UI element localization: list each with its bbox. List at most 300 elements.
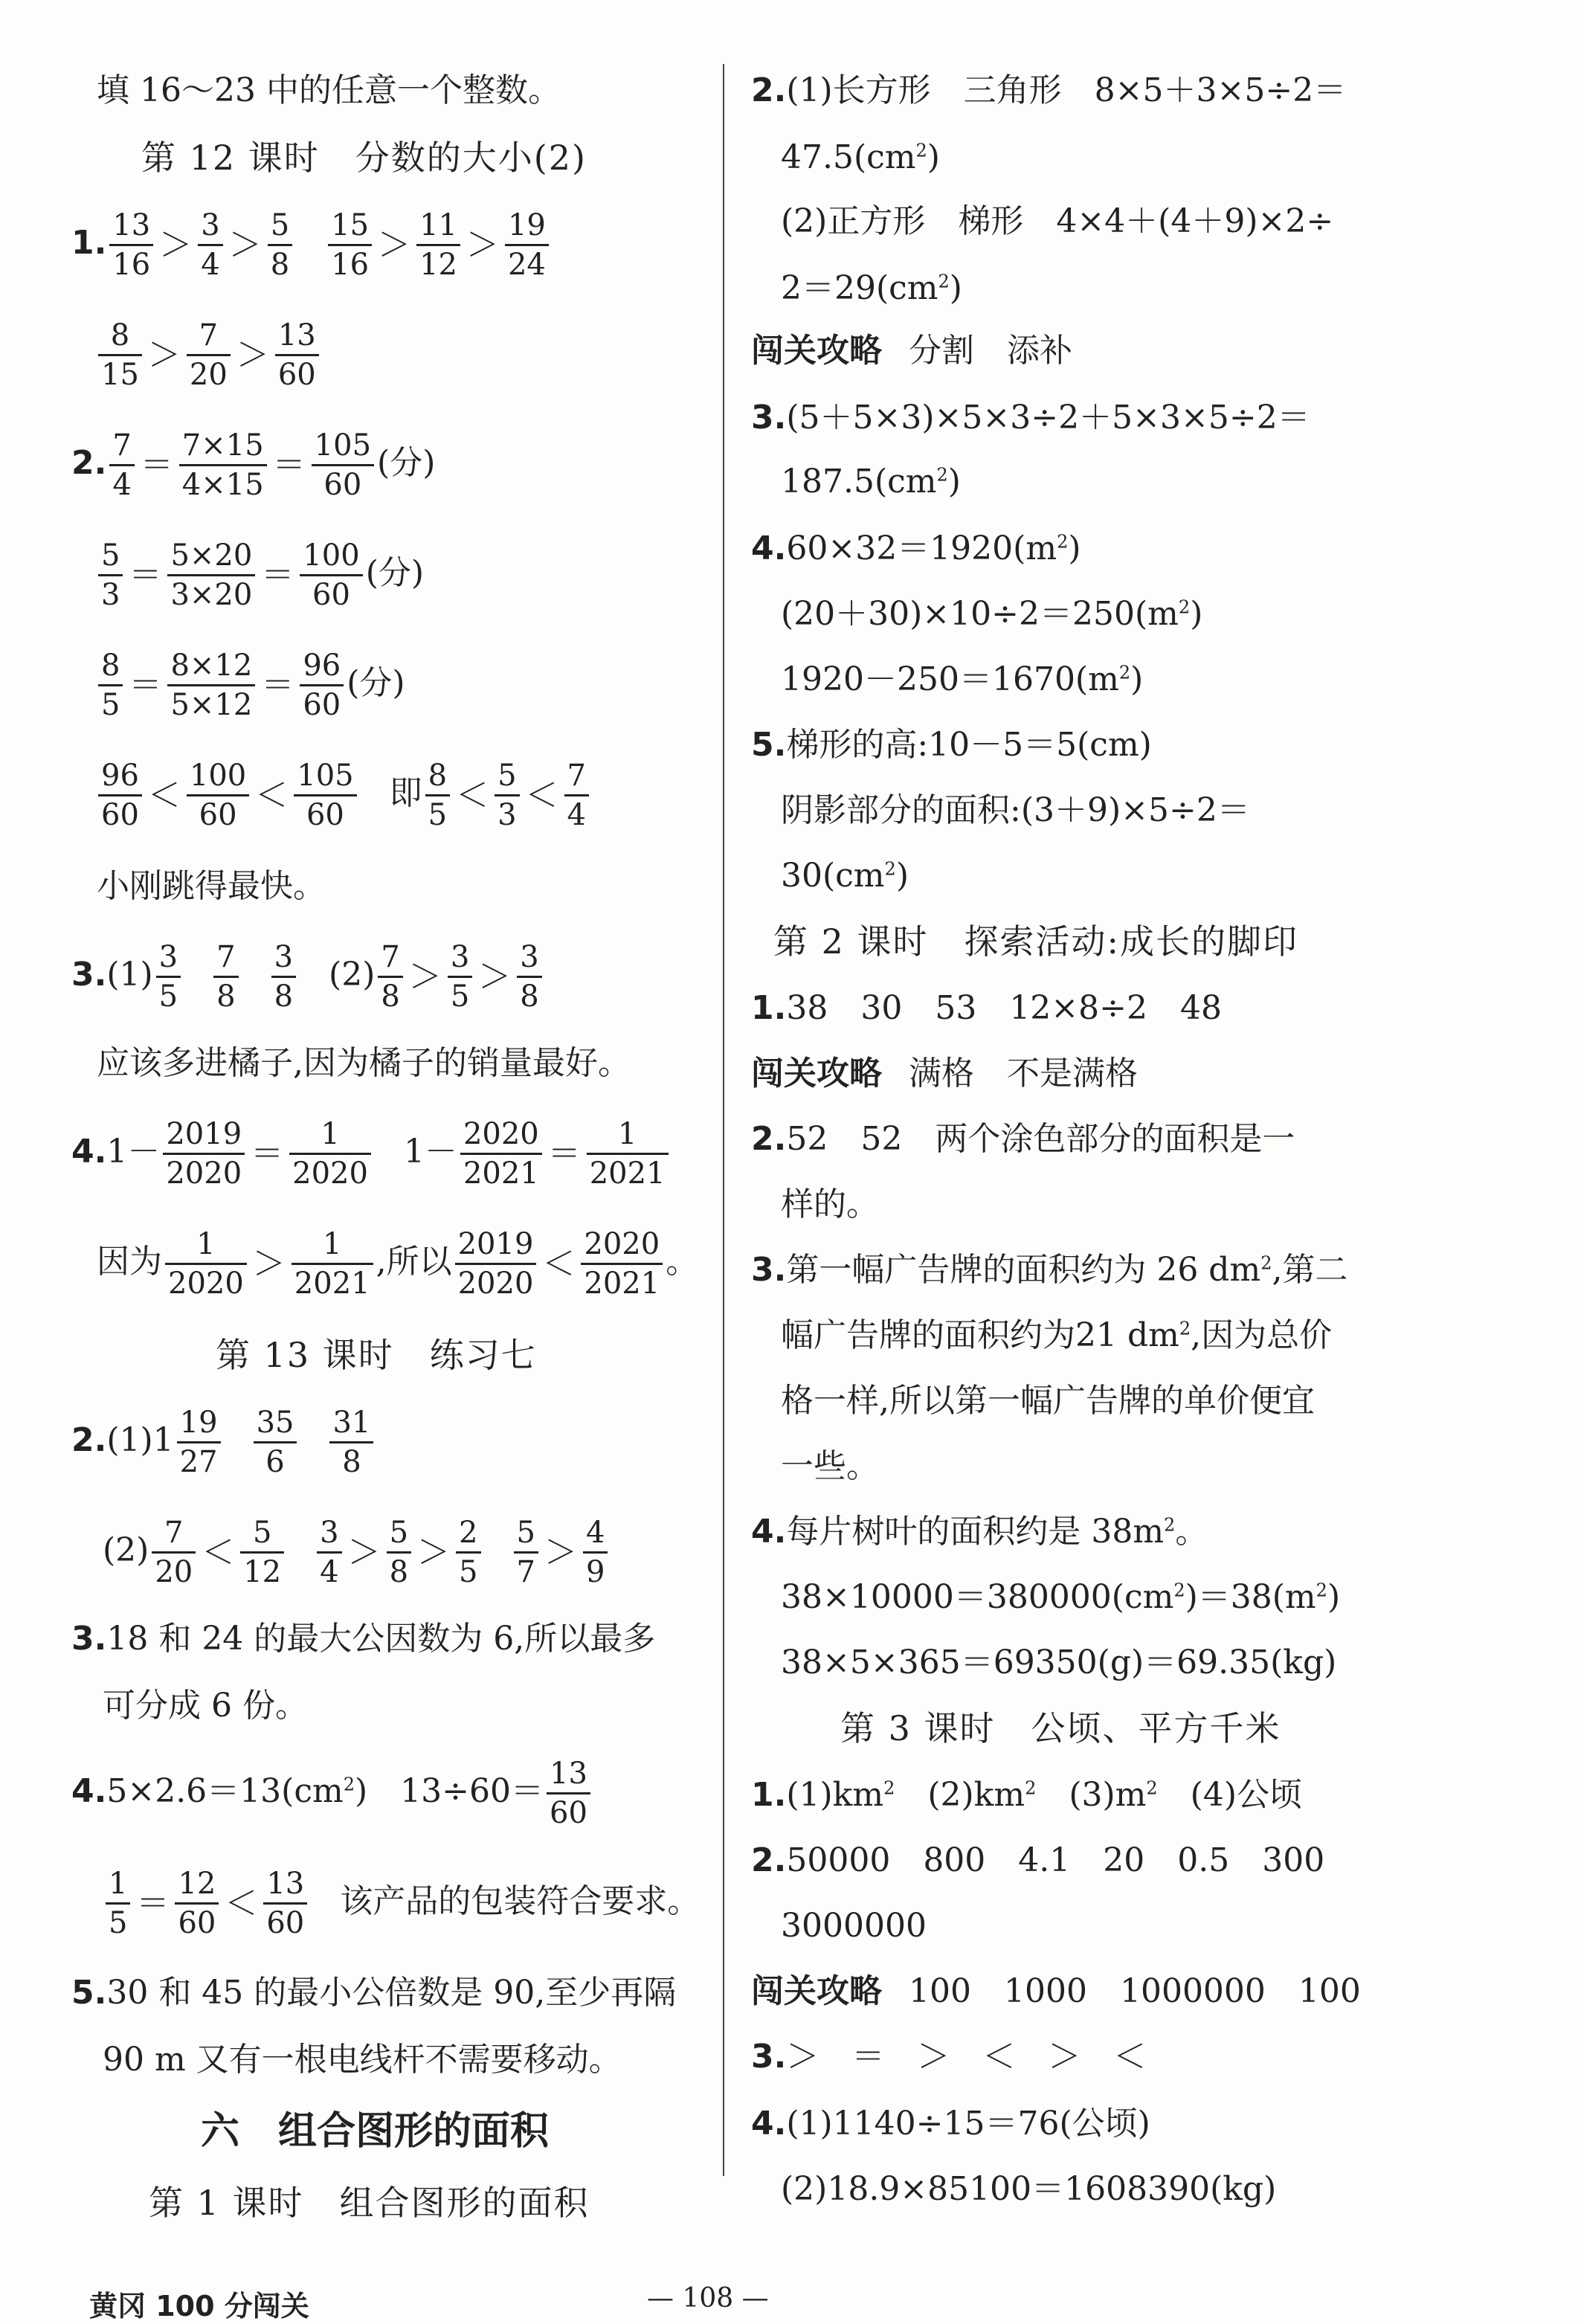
text: ,所以 bbox=[376, 1243, 452, 1281]
denominator: 8 bbox=[216, 979, 236, 1014]
numerator: 3 bbox=[198, 207, 222, 246]
answer-13-2 bbox=[71, 1404, 376, 1481]
numerator: 1 bbox=[165, 1226, 247, 1265]
symbol: ＞ bbox=[228, 225, 262, 264]
text: ) bbox=[895, 857, 909, 895]
numerator: 3 bbox=[517, 939, 541, 978]
fraction bbox=[109, 427, 134, 503]
numerator: 1 bbox=[587, 1116, 669, 1155]
answer-r5 bbox=[751, 726, 1152, 765]
fraction bbox=[378, 939, 402, 1015]
fraction bbox=[109, 207, 153, 283]
symbol: ＞ bbox=[378, 225, 411, 264]
numerator: 2020 bbox=[460, 1116, 542, 1155]
denominator: 60 bbox=[312, 578, 350, 612]
answer-s3-1 bbox=[751, 1776, 1302, 1815]
item-number: 3. bbox=[751, 1251, 787, 1289]
denominator: 8 bbox=[270, 248, 290, 282]
fraction bbox=[175, 1865, 219, 1942]
chapter-heading: 六 组合图形的面积 bbox=[201, 2109, 550, 2154]
fraction bbox=[179, 427, 267, 503]
text: (20＋30)×10÷2＝250(m bbox=[781, 595, 1179, 633]
text-line bbox=[781, 1316, 1332, 1355]
denominator: 15 bbox=[101, 358, 139, 392]
superscript: 2 bbox=[1173, 1580, 1185, 1601]
symbol: ＞ bbox=[544, 1533, 577, 1571]
denominator: 60 bbox=[199, 798, 237, 832]
answer-s3-4 bbox=[751, 2105, 1150, 2143]
fraction bbox=[187, 757, 249, 834]
denominator: 60 bbox=[101, 798, 139, 832]
answer-13-4 bbox=[71, 1755, 593, 1832]
text: 满格 不是满格 bbox=[909, 1055, 1138, 1092]
strategy-line bbox=[751, 1055, 1138, 1093]
fraction bbox=[268, 207, 292, 283]
denominator: 6 bbox=[265, 1445, 285, 1479]
text: 第一幅广告牌的面积约为 26 dm bbox=[786, 1251, 1261, 1289]
text: )＝38(m bbox=[1185, 1578, 1316, 1616]
numerator: 13 bbox=[109, 207, 153, 246]
item-number: 4. bbox=[71, 1133, 107, 1171]
strategy-label: 闯关攻略 bbox=[751, 332, 882, 370]
numerator: 8 bbox=[98, 317, 142, 356]
fraction bbox=[505, 207, 549, 283]
symbol: ＜ bbox=[456, 776, 489, 814]
numerator: 11 bbox=[416, 207, 460, 246]
text: ,第二 bbox=[1272, 1251, 1348, 1289]
item-number: 2. bbox=[71, 1421, 107, 1459]
text: ) bbox=[927, 138, 940, 176]
sub-number: (1) bbox=[106, 956, 153, 994]
fraction bbox=[425, 757, 450, 834]
denominator: 20 bbox=[189, 358, 228, 392]
page-number: — 108 — bbox=[647, 2283, 769, 2314]
numerator: 5 bbox=[98, 537, 123, 576]
numerator: 13 bbox=[263, 1865, 307, 1905]
denominator: 5 bbox=[428, 798, 448, 832]
symbol: ＜ bbox=[147, 776, 181, 814]
text-line: (2)正方形 梯形 4×4＋(4＋9)×2÷ bbox=[781, 202, 1334, 240]
text-line: 阴影部分的面积:(3＋9)×5÷2＝ bbox=[781, 791, 1250, 829]
answer-4 bbox=[71, 1116, 672, 1192]
item-number: 4. bbox=[751, 2105, 787, 2143]
denominator: 12 bbox=[243, 1555, 282, 1589]
item-number: 3. bbox=[751, 2038, 787, 2076]
numerator: 5 bbox=[268, 207, 292, 246]
text: ) bbox=[1327, 1578, 1341, 1616]
answer-r4 bbox=[751, 530, 1081, 568]
denominator: 16 bbox=[112, 248, 151, 282]
numerator: 7 bbox=[152, 1514, 196, 1554]
numerator: 7 bbox=[564, 757, 589, 796]
numerator: 105 bbox=[312, 427, 374, 466]
superscript: 2 bbox=[1057, 531, 1069, 553]
fraction bbox=[460, 1116, 542, 1192]
numerator: 8 bbox=[98, 647, 123, 686]
text-line bbox=[781, 269, 962, 308]
text: (1)长方形 三角形 8×5＋3×5÷2＝ bbox=[786, 71, 1347, 109]
answer-r3 bbox=[751, 399, 1310, 437]
numerator: 3 bbox=[156, 939, 181, 978]
denominator: 7 bbox=[516, 1555, 535, 1589]
numerator: 1 bbox=[289, 1116, 371, 1155]
fraction bbox=[98, 647, 123, 724]
fraction bbox=[294, 757, 356, 834]
fraction bbox=[163, 1116, 245, 1192]
denominator: 60 bbox=[266, 1906, 305, 1940]
expr: 5×2.6＝13(cm bbox=[106, 1772, 344, 1810]
item-number: 3. bbox=[71, 956, 107, 994]
denominator: 4 bbox=[112, 468, 132, 502]
numerator: 3 bbox=[271, 939, 296, 978]
superscript: 2 bbox=[1315, 1580, 1327, 1601]
symbol: ＝ bbox=[547, 1134, 581, 1173]
numerator: 8 bbox=[425, 757, 450, 796]
numerator: 5 bbox=[514, 1514, 538, 1554]
strategy-line bbox=[751, 1972, 1361, 2011]
denominator: 3×20 bbox=[170, 578, 253, 612]
answer-13-2-cont bbox=[103, 1514, 611, 1591]
sub-number: (2) bbox=[329, 956, 376, 994]
denominator: 5 bbox=[109, 1906, 128, 1940]
section-heading: 第 1 课时 组合图形的面积 bbox=[149, 2183, 590, 2223]
symbol: ＜ bbox=[225, 1884, 258, 1922]
text-line bbox=[781, 1578, 1340, 1617]
fraction bbox=[156, 939, 181, 1015]
section-heading: 第 3 课时 公顷、平方千米 bbox=[840, 1708, 1281, 1748]
denominator: 27 bbox=[179, 1445, 218, 1479]
fraction bbox=[300, 647, 344, 724]
fraction bbox=[581, 1226, 663, 1302]
item-number: 3. bbox=[751, 399, 787, 437]
item-number: 1. bbox=[71, 224, 107, 262]
text: 100 1000 1000000 100 bbox=[909, 1972, 1361, 2010]
fraction bbox=[98, 537, 123, 614]
fraction bbox=[456, 1514, 480, 1591]
denominator: 2021 bbox=[463, 1156, 539, 1191]
item-number: 2. bbox=[751, 1120, 787, 1158]
superscript: 2 bbox=[884, 858, 896, 880]
text: ) bbox=[1130, 660, 1144, 698]
item-number: 4. bbox=[751, 1513, 787, 1551]
text: 52 52 两个涂色部分的面积是一 bbox=[786, 1120, 1295, 1158]
text: 分割 添补 bbox=[909, 332, 1072, 370]
symbol: ＞ bbox=[478, 957, 512, 996]
text: 即 bbox=[389, 774, 422, 812]
denominator: 8 bbox=[520, 979, 539, 1014]
superscript: 2 bbox=[915, 140, 927, 161]
text: (1)1140÷15＝76(公顷) bbox=[786, 2105, 1150, 2143]
answer-s3-2 bbox=[751, 1841, 1324, 1880]
fraction bbox=[177, 1404, 221, 1481]
denominator: 4 bbox=[320, 1555, 339, 1589]
text-line: 格一样,所以第一幅广告牌的单价便宜 bbox=[781, 1382, 1315, 1420]
denominator: 8 bbox=[342, 1445, 361, 1479]
expr: 1－ bbox=[106, 1133, 161, 1171]
text-line bbox=[781, 463, 961, 501]
text: (1)km bbox=[786, 1776, 884, 1814]
fraction bbox=[455, 1226, 537, 1302]
symbol: ＝ bbox=[261, 666, 294, 704]
fraction bbox=[98, 317, 142, 393]
numerator: 12 bbox=[175, 1865, 219, 1905]
denominator: 60 bbox=[303, 688, 341, 722]
text: 60×32＝1920(m bbox=[786, 530, 1057, 567]
numerator: 5×20 bbox=[167, 537, 255, 576]
symbol: ＜ bbox=[255, 776, 289, 814]
text: ) bbox=[1068, 530, 1081, 567]
section-heading: 第 12 课时 分数的大小(2) bbox=[141, 138, 587, 178]
text-line: 3000000 bbox=[781, 1907, 927, 1945]
text-line bbox=[781, 138, 940, 177]
text: 38×10000＝380000(cm bbox=[781, 1578, 1174, 1616]
answer-2-line4 bbox=[95, 757, 592, 834]
denominator: 20 bbox=[155, 1555, 193, 1589]
numerator: 7 bbox=[378, 939, 402, 978]
section-heading: 第 2 课时 探索活动:成长的脚印 bbox=[773, 921, 1299, 962]
fraction bbox=[517, 939, 541, 1015]
section-heading: 第 13 课时 练习七 bbox=[216, 1335, 537, 1375]
numerator: 15 bbox=[328, 207, 372, 246]
fraction bbox=[167, 647, 255, 724]
expr: 1－ bbox=[403, 1133, 457, 1171]
symbol: ＝ bbox=[129, 556, 162, 594]
sub-number: (2) bbox=[103, 1531, 149, 1569]
expr: (1)1 bbox=[106, 1421, 174, 1459]
denominator: 2020 bbox=[292, 1156, 368, 1191]
denominator: 5 bbox=[450, 979, 470, 1014]
fraction bbox=[213, 939, 238, 1015]
item-number: 4. bbox=[71, 1772, 107, 1810]
numerator: 5 bbox=[495, 757, 519, 796]
fraction bbox=[292, 1226, 373, 1302]
symbol: ＝ bbox=[272, 445, 306, 484]
answer-4-cont bbox=[97, 1226, 698, 1302]
superscript: 2 bbox=[1260, 1252, 1272, 1274]
denominator: 2020 bbox=[457, 1266, 534, 1301]
text: 。 bbox=[666, 1243, 699, 1281]
item-number: 2. bbox=[751, 1841, 787, 1879]
answer-1-cont bbox=[95, 317, 322, 393]
symbol: ＞ bbox=[347, 1533, 381, 1571]
symbol: ＜ bbox=[202, 1533, 235, 1571]
fraction bbox=[329, 1404, 373, 1481]
fraction bbox=[387, 1514, 411, 1591]
denominator: 5 bbox=[459, 1555, 478, 1589]
superscript: 2 bbox=[1179, 1318, 1191, 1339]
text: ,因为总价 bbox=[1191, 1316, 1333, 1354]
strategy-label: 闯关攻略 bbox=[751, 1055, 882, 1092]
answer-s3-3 bbox=[751, 2038, 1146, 2076]
denominator: 60 bbox=[277, 358, 316, 392]
denominator: 24 bbox=[507, 248, 546, 282]
text-line: 填 16～23 中的任意一个整数。 bbox=[97, 71, 561, 109]
text: ) bbox=[949, 269, 962, 307]
numerator: 2020 bbox=[581, 1226, 663, 1265]
fraction bbox=[448, 939, 472, 1015]
answer-2-line3 bbox=[95, 647, 405, 724]
fraction bbox=[564, 757, 589, 834]
text-line: (2)18.9×85100＝1608390(kg) bbox=[781, 2170, 1277, 2208]
text-line: 一些。 bbox=[781, 1447, 879, 1485]
numerator: 13 bbox=[547, 1755, 590, 1794]
numerator: 5 bbox=[387, 1514, 411, 1554]
numerator: 96 bbox=[98, 757, 142, 796]
symbol: ＞ bbox=[147, 335, 181, 374]
text: ) bbox=[1190, 595, 1203, 633]
fraction bbox=[98, 757, 142, 834]
symbol: ＜ bbox=[542, 1244, 576, 1283]
numerator: 2019 bbox=[455, 1226, 537, 1265]
strategy-line bbox=[751, 332, 1072, 370]
denominator: 8 bbox=[381, 979, 400, 1014]
fraction bbox=[254, 1404, 297, 1481]
fraction bbox=[165, 1226, 247, 1302]
denominator: 60 bbox=[323, 468, 362, 502]
symbol: ＝ bbox=[251, 1134, 284, 1173]
fraction bbox=[275, 317, 319, 393]
answer-13-3 bbox=[71, 1620, 655, 1658]
denominator: 8 bbox=[389, 1555, 409, 1589]
superscript: 2 bbox=[1025, 1777, 1037, 1799]
denominator: 60 bbox=[178, 1906, 216, 1940]
answer-2 bbox=[71, 427, 435, 503]
symbol: ＞ bbox=[236, 335, 269, 374]
fraction bbox=[328, 207, 372, 283]
numerator: 105 bbox=[294, 757, 356, 796]
denominator: 5 bbox=[101, 688, 120, 722]
denominator: 2020 bbox=[166, 1156, 242, 1191]
symbol: ＝ bbox=[261, 556, 294, 594]
numerator: 19 bbox=[177, 1404, 221, 1443]
item-number: 2. bbox=[751, 71, 787, 109]
text-line: 90 m 又有一根电线杆不需要移动。 bbox=[103, 2041, 622, 2079]
text: 1920－250＝1670(m bbox=[781, 660, 1119, 698]
numerator: 7 bbox=[187, 317, 231, 356]
numerator: 3 bbox=[317, 1514, 341, 1554]
fraction bbox=[271, 939, 296, 1015]
numerator: 13 bbox=[275, 317, 319, 356]
item-number: 5. bbox=[71, 1974, 107, 2012]
denominator: 4 bbox=[201, 248, 220, 282]
item-number: 5. bbox=[751, 726, 787, 764]
fraction bbox=[187, 317, 231, 393]
numerator: 7 bbox=[109, 427, 134, 466]
answer-s2-2 bbox=[751, 1120, 1295, 1159]
fraction bbox=[198, 207, 222, 283]
text-line: 应该多进橘子,因为橘子的销量最好。 bbox=[97, 1044, 631, 1082]
numerator: 100 bbox=[187, 757, 249, 796]
denominator: 60 bbox=[306, 798, 344, 832]
fraction bbox=[289, 1116, 371, 1192]
answer-s2-4 bbox=[751, 1513, 1208, 1551]
text: 18 和 24 的最大公因数为 6,所以最多 bbox=[106, 1620, 656, 1658]
symbol: ＞ bbox=[466, 225, 499, 264]
superscript: 2 bbox=[936, 464, 948, 486]
item-number: 1. bbox=[751, 1776, 787, 1814]
denominator: 8 bbox=[274, 979, 294, 1014]
text: 187.5(cm bbox=[781, 463, 937, 500]
text-line bbox=[781, 595, 1202, 634]
text: 每片树叶的面积约是 38m bbox=[786, 1513, 1165, 1551]
answer-3 bbox=[71, 939, 545, 1015]
numerator: 4 bbox=[583, 1514, 608, 1554]
answer-13-5 bbox=[71, 1974, 676, 2012]
answer-13-4-cont bbox=[103, 1865, 700, 1942]
numerator: 2 bbox=[456, 1514, 480, 1554]
denominator: 3 bbox=[101, 578, 120, 612]
fraction bbox=[263, 1865, 307, 1942]
superscript: 2 bbox=[1118, 662, 1131, 683]
superscript: 2 bbox=[938, 271, 950, 292]
numerator: 1 bbox=[292, 1226, 373, 1265]
numerator: 1 bbox=[106, 1865, 130, 1905]
text: (3)m bbox=[1036, 1776, 1147, 1814]
text: 30(cm bbox=[781, 857, 885, 895]
text-line bbox=[781, 857, 909, 895]
column-divider bbox=[723, 64, 724, 2176]
denominator: 4×15 bbox=[181, 468, 264, 502]
answer-1 bbox=[71, 207, 552, 283]
text: (4)公顷 bbox=[1157, 1776, 1303, 1814]
numerator: 19 bbox=[505, 207, 549, 246]
symbol: ＞ bbox=[159, 225, 193, 264]
text: 47.5(cm bbox=[781, 138, 916, 176]
item-number: 3. bbox=[71, 1620, 107, 1658]
text: ＞ ＝ ＞ ＜ ＞ ＜ bbox=[786, 2038, 1147, 2076]
numerator: 3 bbox=[448, 939, 472, 978]
denominator: 9 bbox=[585, 1555, 605, 1589]
superscript: 2 bbox=[1164, 1514, 1176, 1536]
answer-2-line2 bbox=[95, 537, 424, 614]
superscript: 2 bbox=[343, 1774, 355, 1795]
text-line: 样的。 bbox=[781, 1185, 879, 1223]
denominator: 4 bbox=[567, 798, 586, 832]
text: 。 bbox=[1175, 1513, 1208, 1551]
fraction bbox=[106, 1865, 130, 1942]
numerator: 31 bbox=[329, 1404, 373, 1443]
symbol: ＝ bbox=[140, 445, 173, 484]
text: 2＝29(cm bbox=[781, 269, 938, 307]
text-line: 可分成 6 份。 bbox=[103, 1687, 308, 1725]
denominator: 2021 bbox=[589, 1156, 666, 1191]
text: 50000 800 4.1 20 0.5 300 bbox=[786, 1841, 1325, 1879]
fraction bbox=[495, 757, 519, 834]
item-number: 1. bbox=[751, 989, 787, 1027]
superscript: 2 bbox=[1146, 1777, 1158, 1799]
text-line: 小刚跳得最快。 bbox=[97, 867, 326, 905]
numerator: 8×12 bbox=[167, 647, 255, 686]
denominator: 12 bbox=[419, 248, 457, 282]
denominator: 5 bbox=[158, 979, 178, 1014]
denominator: 2021 bbox=[294, 1266, 370, 1301]
unit: (分) bbox=[365, 554, 425, 592]
denominator: 2020 bbox=[168, 1266, 244, 1301]
text: (5＋5×3)×5×3÷2＋5×3×5÷2＝ bbox=[786, 399, 1310, 437]
denominator: 5×12 bbox=[170, 688, 253, 722]
numerator: 100 bbox=[300, 537, 362, 576]
fraction bbox=[240, 1514, 284, 1591]
symbol: ＜ bbox=[525, 776, 558, 814]
fraction bbox=[547, 1755, 590, 1832]
numerator: 35 bbox=[254, 1404, 297, 1443]
fraction bbox=[317, 1514, 341, 1591]
expr: ) 13÷60＝ bbox=[354, 1772, 544, 1810]
superscript: 2 bbox=[1178, 596, 1191, 618]
numerator: 5 bbox=[240, 1514, 284, 1554]
unit: (分) bbox=[377, 444, 436, 482]
text-line bbox=[781, 660, 1143, 699]
